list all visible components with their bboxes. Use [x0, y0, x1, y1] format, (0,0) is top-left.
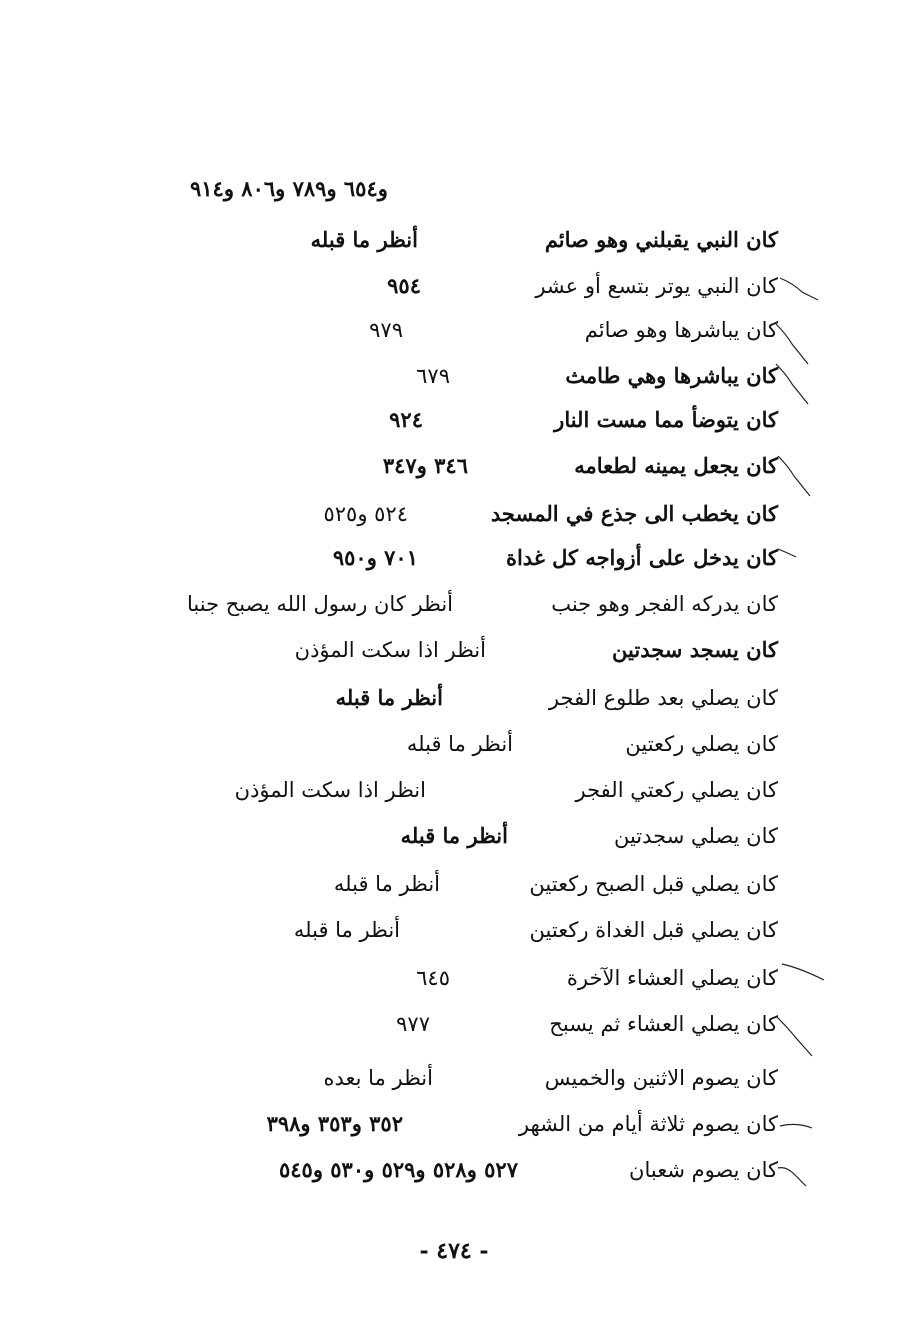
index-entry-reference: ٥٢٤ و٥٢٥	[323, 502, 408, 526]
margin-check-mark	[780, 960, 826, 996]
index-entry-reference: ٩٢٤	[389, 407, 423, 432]
index-entry-heading: كان يسجد سجدتين	[612, 637, 778, 662]
index-entry-reference: ٩٧٧	[396, 1012, 430, 1036]
index-entry-heading: كان يصلي العشاء الآخرة	[566, 966, 778, 990]
index-entry-reference: أنظر ما قبله	[293, 918, 400, 942]
index-entry-reference: أنظر ما قبله	[400, 823, 508, 848]
index-entry-reference: ٩٥٤	[387, 273, 421, 298]
margin-check-mark	[772, 1012, 818, 1060]
index-entry-heading: كان يصلي العشاء ثم يسبح	[549, 1012, 778, 1036]
index-entry-reference: أنظر ما بعده	[323, 1066, 433, 1090]
index-entry-heading: كان يجعل يمينه لطعامه	[574, 453, 778, 478]
index-entry-heading: كان يصلي سجدتين	[613, 824, 778, 848]
index-entry-heading: كان يصوم شعبان	[629, 1158, 778, 1182]
index-entry-heading: كان يخطب الى جذع في المسجد	[490, 501, 778, 526]
index-entry-reference: ٩٧٩	[369, 318, 403, 342]
index-entry-reference: ٧٠١ و٩٥٠	[332, 545, 418, 570]
index-entry-reference: أنظر ما قبله	[333, 872, 440, 896]
margin-check-mark	[774, 452, 820, 500]
continuation-references: و٦٥٤ و٧٨٩ و٨٠٦ و٩١٤	[190, 176, 388, 201]
index-entry-reference: ٦٧٩	[416, 364, 450, 388]
index-entry-heading: كان يصوم ثلاثة أيام من الشهر	[518, 1112, 778, 1136]
index-entry-reference: أنظر كان رسول الله يصبح جنبا	[187, 592, 453, 616]
margin-check-mark	[776, 1160, 822, 1196]
index-entry-heading: كان يصلي قبل الغداة ركعتين	[529, 918, 778, 942]
index-entry-reference: أنظر ما قبله	[335, 685, 443, 710]
index-entry-reference: ٣٤٦ و٣٤٧	[382, 453, 468, 478]
index-entry-heading: كان يدركه الفجر وهو جنب	[551, 592, 778, 616]
index-entry-reference: أنظر ما قبله	[310, 227, 418, 252]
index-entry-reference: ٣٥٢ و٣٥٣ و٣٩٨	[266, 1111, 403, 1136]
page-number: - ٤٧٤ -	[419, 1238, 489, 1264]
index-entry-heading: كان يصلي بعد طلوع الفجر	[548, 686, 778, 710]
index-entry-heading: كان يصلي ركعتين	[625, 732, 778, 756]
index-entry-heading: كان يتوضأ مما مست النار	[554, 407, 778, 432]
margin-check-mark	[778, 1112, 824, 1148]
index-entry-reference: أنظر اذا سكت المؤذن	[294, 638, 486, 662]
index-entry-reference: أنظر ما قبله	[406, 732, 513, 756]
index-entry-heading: كان النبي يقبلني وهو صائم	[544, 227, 778, 252]
index-entry-reference: ٥٢٧ و٥٢٨ و٥٢٩ و٥٣٠ و٥٤٥	[278, 1157, 518, 1182]
index-entry-reference: انظر اذا سكت المؤذن	[234, 778, 426, 802]
index-entry-heading: كان يصوم الاثنين والخميس	[544, 1066, 778, 1090]
index-entry-heading: كان يصلي ركعتي الفجر	[575, 778, 778, 802]
index-entry-heading: كان النبي يوتر بتسع أو عشر	[535, 274, 778, 298]
margin-check-mark	[776, 545, 822, 581]
index-entry-heading: كان يدخل على أزواجه كل غداة	[505, 545, 778, 570]
index-entry-heading: كان يباشرها وهي طامث	[565, 363, 778, 388]
index-entry-heading: كان يباشرها وهو صائم	[584, 318, 778, 342]
margin-check-mark	[772, 360, 818, 408]
margin-check-mark	[776, 270, 822, 306]
index-entry-reference: ٦٤٥	[416, 966, 450, 990]
index-entry-heading: كان يصلي قبل الصبح ركعتين	[529, 872, 778, 896]
